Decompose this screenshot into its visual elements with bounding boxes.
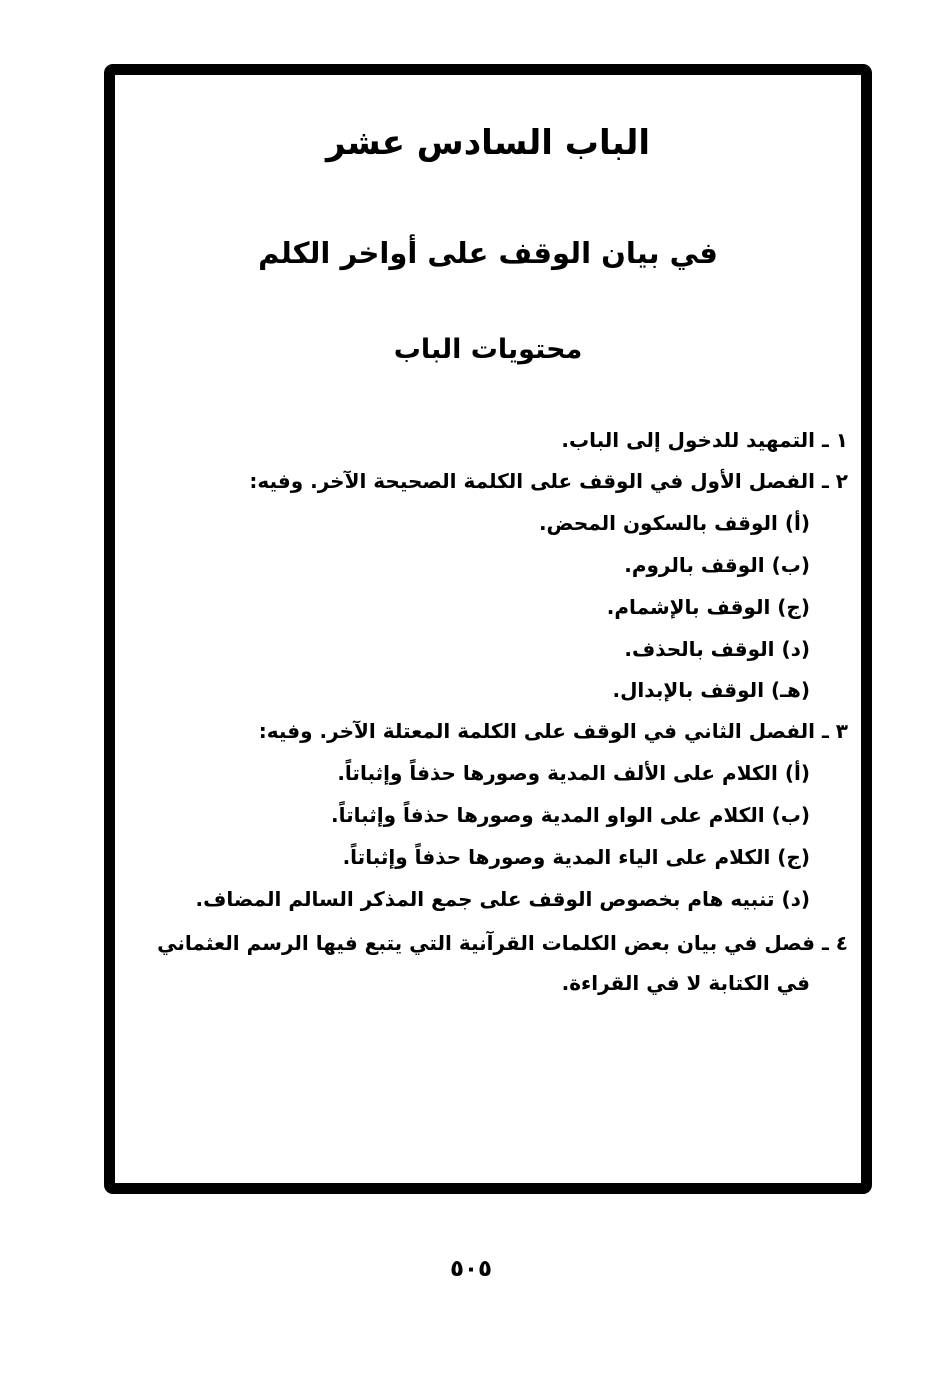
contents-subitem-2c: (ج) الوقف بالإشمام. — [606, 595, 810, 619]
contents-item-2: ٢ ـ الفصل الأول في الوقف على الكلمة الصحيحة الآخر. وفيه: — [249, 469, 848, 493]
contents-subitem-3c: (ج) الكلام على الياء المدية وصورها حذفاً وإثباتاً. — [342, 845, 810, 869]
chapter-title: الباب السادس عشر — [325, 123, 651, 163]
contents-subitem-3d: (د) تنبيه هام بخصوص الوقف على جمع المذكر السالم المضاف. — [195, 887, 810, 911]
contents-subitem-3b: (ب) الكلام على الواو المدية وصورها حذفاً وإثباتاً. — [330, 803, 810, 827]
contents-subitem-2b: (ب) الوقف بالروم. — [624, 553, 810, 577]
contents-subitem-2d: (د) الوقف بالحذف. — [624, 637, 810, 661]
chapter-subtitle: في بيان الوقف على أواخر الكلم — [258, 236, 718, 270]
contents-item-1: ١ ـ التمهيد للدخول إلى الباب. — [561, 428, 848, 452]
contents-subitem-3a: (أ) الكلام على الألف المدية وصورها حذفاً وإثباتاً. — [337, 761, 810, 785]
contents-heading: محتويات الباب — [393, 334, 583, 365]
contents-item-3: ٣ ـ الفصل الثاني في الوقف على الكلمة المعتلة الآخر. وفيه: — [258, 719, 848, 743]
page-number: ٥٠٥ — [449, 1256, 493, 1282]
contents-subitem-2e: (هـ) الوقف بالإبدال. — [612, 678, 810, 702]
contents-subitem-2a: (أ) الوقف بالسكون المحض. — [538, 511, 810, 535]
contents-item-4-continuation: في الكتابة لا في القراءة. — [561, 971, 810, 995]
contents-item-4: ٤ ـ فصل في بيان بعض الكلمات القرآنية التي يتبع فيها الرسم العثماني — [157, 931, 848, 955]
